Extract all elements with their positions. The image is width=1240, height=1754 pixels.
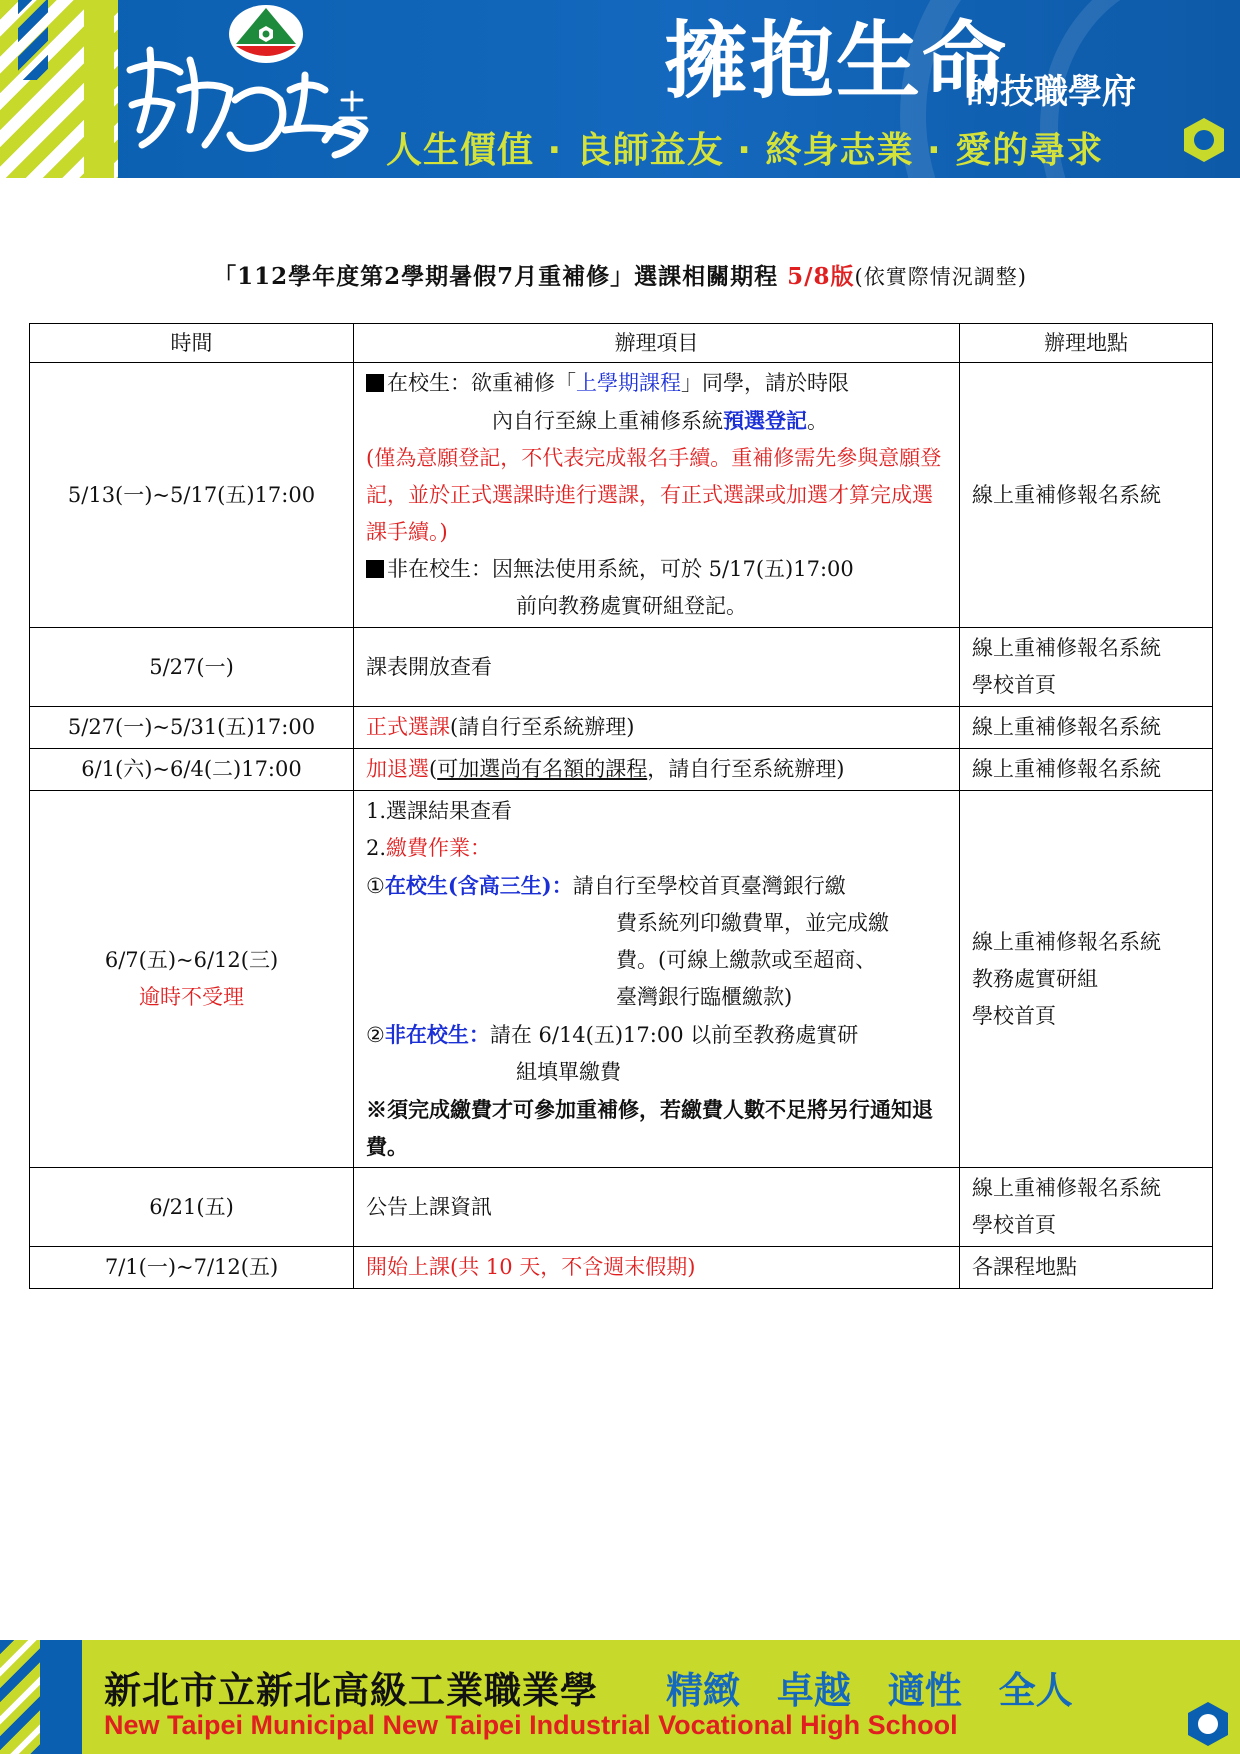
schedule-table	[29, 323, 1213, 1289]
table-row	[30, 628, 1213, 707]
item-text: 」同學，請於時限	[681, 371, 849, 395]
table-row	[30, 791, 1213, 1168]
item-text: ，請自行至系統辦理)	[647, 757, 845, 781]
place-line: 教務處實研組	[972, 966, 1098, 991]
time-range: 6/7(五)~6/12(三)	[104, 948, 279, 972]
header-place: 辦理地點	[960, 324, 1213, 363]
cell-time	[30, 791, 354, 1168]
black-square-bullet-icon	[366, 560, 384, 578]
item-text: 。	[807, 409, 828, 433]
banner-stripe-decoration	[18, 0, 48, 80]
cell-place: 線上重補修報名系統	[960, 707, 1213, 749]
place-line: 學校首頁	[972, 1003, 1056, 1028]
item-text: 2.	[366, 836, 387, 860]
header-time: 時間	[30, 324, 354, 363]
cell-item	[354, 363, 960, 628]
hexagon-badge-icon	[1180, 116, 1228, 164]
footer-lime-bar	[82, 1640, 104, 1754]
table-header-row	[30, 324, 1213, 363]
item-line	[366, 365, 947, 402]
place-line: 線上重補修報名系統	[972, 1176, 1161, 1200]
item-text: 在校生：欲重補修「	[387, 371, 576, 395]
item-text-red: 加退選	[366, 757, 429, 781]
banner-lime-bar	[84, 0, 114, 178]
banner-slogan-sub: 的技職學府	[966, 72, 1136, 112]
title-version: 5/8版	[787, 263, 855, 290]
table-row	[30, 1168, 1213, 1247]
cell-place: 各課程地點	[960, 1247, 1213, 1289]
header-banner	[0, 0, 1240, 178]
cell-place: 線上重補修報名系統	[960, 363, 1213, 628]
item-text-blue-bold: 在校生(含高三生)：	[384, 873, 573, 898]
place-line: 學校首頁	[972, 1213, 1056, 1237]
banner-slogan-values: 人生價值 · 良師益友 · 終身志業 · 愛的尋求	[386, 130, 1104, 171]
cell-time: 6/1(六)~6/4(二)17:00	[30, 749, 354, 791]
item-warning-bold: ※須完成繳費才可參加重補修，若繳費人數不足將另行通知退費。	[366, 1097, 933, 1159]
place-line: 學校首頁	[972, 673, 1056, 697]
black-square-bullet-icon	[366, 374, 384, 392]
cell-place	[960, 628, 1213, 707]
school-logo-icon	[228, 4, 304, 64]
cell-time: 6/21(五)	[30, 1168, 354, 1247]
footer-motto: 精緻 卓越 適性 全人	[666, 1669, 1073, 1712]
cell-time: 5/27(一)	[30, 628, 354, 707]
footer-school-name: 新北市立新北高級工業職業學	[104, 1669, 598, 1712]
banner-slogan-main: 擁抱生命	[664, 11, 1009, 110]
cell-place: 線上重補修報名系統	[960, 749, 1213, 791]
item-line: 費系統列印繳費單，並完成繳	[616, 911, 889, 935]
cell-time: 5/27(一)~5/31(五)17:00	[30, 707, 354, 749]
item-line: 組填單繳費	[516, 1060, 621, 1084]
footer-blue-bar	[40, 1640, 82, 1754]
footer-english-name: New Taipei Municipal New Taipei Industrial Vocational High School	[104, 1710, 958, 1740]
item-line: 臺灣銀行臨櫃繳款)	[616, 985, 793, 1009]
item-text: 內自行至線上重補修系統	[492, 409, 723, 433]
title-main: 「112學年度第2學期暑假7月重補修」選課相關期程	[213, 263, 779, 290]
circled-one-marker: ①	[366, 874, 385, 898]
item-text-blue: 上學期課程	[576, 371, 681, 395]
item-note-red: (僅為意願登記，不代表完成報名手續。重補修需先參與意願登記，並於正式選課時進行選課，有正式選課或加選才算完成選課手續。)	[366, 446, 942, 544]
cell-item	[354, 707, 960, 749]
cell-item: 開始上課(共 10 天，不含週末假期)	[354, 1247, 960, 1289]
table-row	[30, 707, 1213, 749]
cell-item	[354, 749, 960, 791]
item-text-blue-bold: 非在校生：	[384, 1022, 490, 1047]
place-line: 線上重補修報名系統	[972, 636, 1161, 660]
cell-item: 公告上課資訊	[354, 1168, 960, 1247]
cell-time: 7/1(一)~7/12(五)	[30, 1247, 354, 1289]
item-text: (	[429, 757, 438, 781]
cell-time: 5/13(一)~5/17(五)17:00	[30, 363, 354, 628]
title-note: (依實際情況調整)	[854, 265, 1027, 289]
item-text-underline: 可加選尚有名額的課程	[437, 757, 648, 781]
cell-item: 課表開放查看	[354, 628, 960, 707]
item-line	[366, 867, 947, 905]
item-line: 1.選課結果查看	[366, 799, 513, 823]
item-text: 非在校生：因無法使用系統，可於 5/17(五)17:00	[387, 557, 854, 581]
table-row	[30, 1247, 1213, 1289]
item-text-red: 正式選課	[366, 715, 450, 739]
table-row	[30, 363, 1213, 628]
item-line: 前向教務處實研組登記。	[516, 594, 747, 618]
hexagon-badge-icon	[1184, 1700, 1232, 1748]
item-text-blue-bold: 預選登記	[723, 408, 807, 433]
table-row	[30, 749, 1213, 791]
item-line	[366, 402, 947, 440]
item-line: 費。(可線上繳款或至超商、	[616, 948, 877, 972]
header-item: 辦理項目	[354, 324, 960, 363]
item-text: 請自行至學校首頁臺灣銀行繳	[572, 874, 846, 898]
circled-two-marker: ②	[366, 1023, 385, 1047]
item-text: (請自行至系統辦理)	[450, 715, 635, 739]
cell-item	[354, 791, 960, 1168]
item-line	[366, 551, 947, 588]
cell-place	[960, 1168, 1213, 1247]
place-line: 線上重補修報名系統	[972, 929, 1161, 954]
time-note-red: 逾時不受理	[139, 985, 244, 1009]
cell-place	[960, 791, 1213, 1168]
item-text: 請在 6/14(五)17:00 以前至教務處實研	[489, 1023, 859, 1047]
item-text-red: 繳費作業：	[386, 836, 492, 860]
footer-banner	[0, 1640, 1240, 1754]
document-title	[0, 258, 1240, 291]
item-line	[366, 1016, 947, 1054]
item-line	[366, 830, 947, 867]
